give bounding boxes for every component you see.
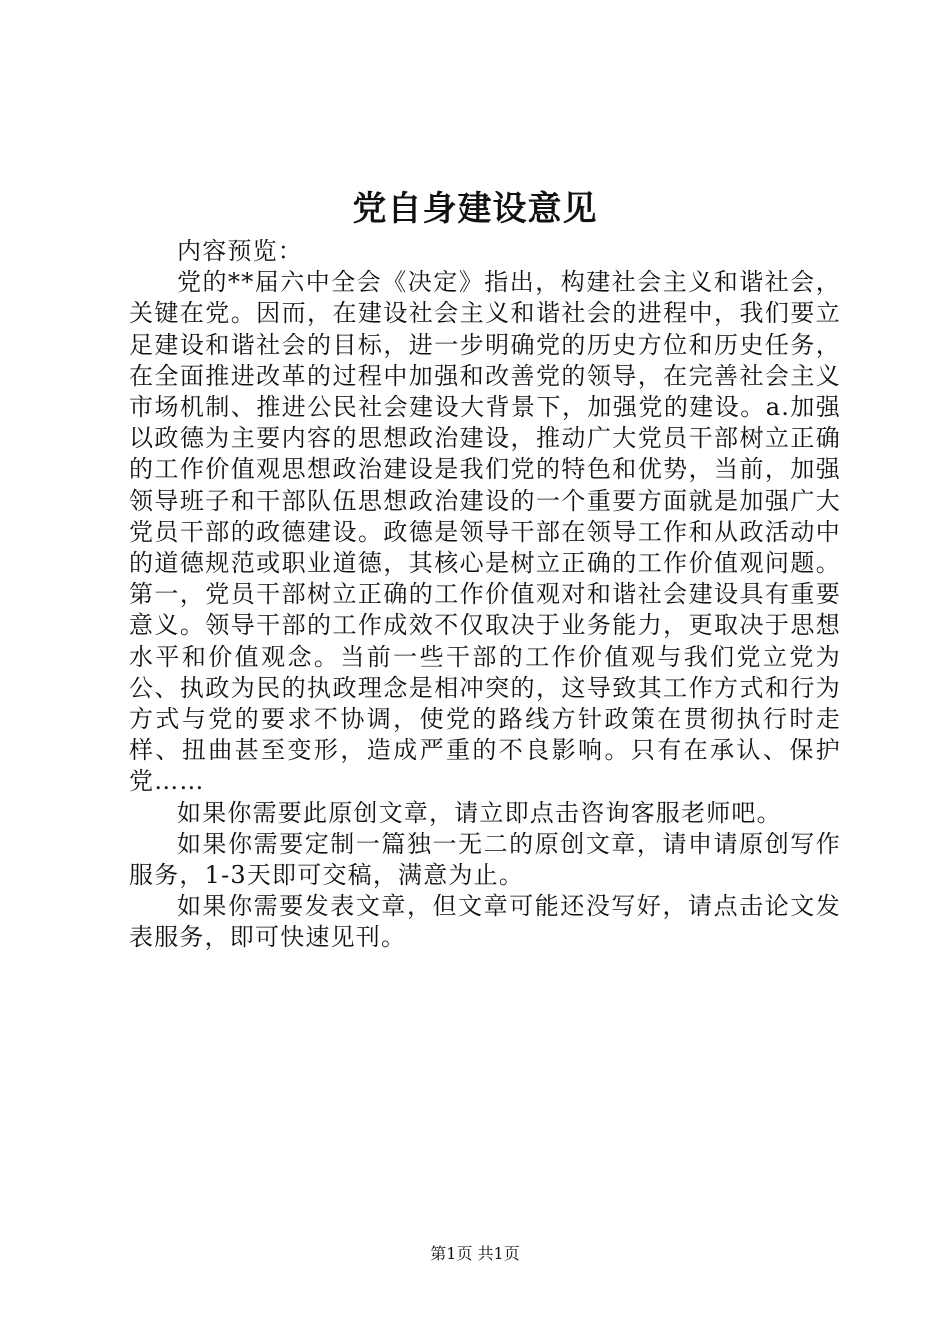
page-title: 党自身建设意见	[352, 189, 598, 229]
preview-label: 内容预览：	[177, 237, 303, 265]
custom-writing-prompt: 如果你需要定制一篇独一无二的原创文章，请申请原创写作服务，1-3天即可交稿，满意为止。	[129, 829, 841, 890]
publish-prompt: 如果你需要发表文章，但文章可能还没写好，请点击论文发表服务，即可快速见刊。	[129, 892, 841, 952]
body-paragraph: 党的**届六中全会《决定》指出，构建社会主义和谐社会，关键在党。因而，在建设社会主义和谐社会的进程中，我们要立足建设和谐社会的目标，进一步明确党的历史方位和历史任务，在全面推进改革的过程中加强和改善党的领导，在完善社会主义市场机制、推进公民社会建设大背景下，加强党的建设。a.加强以政德为主要内容的思想政治建设，推动广大党员干部树立正确的工作价值观思想政治建设是我们党的特色和优势，当前，加强领导班子和干部队伍思想政治建设的一个重要方面就是加强广大党员干部的政德建设。政德是领导干部在领导工作和从政活动中的道德规范或职业道德，其核心是树立正确的工作价值观问题。第一，党员干部树立正确的工作价值观对和谐社会建设具有重要意义。领导干部的工作成效不仅取决于业务能力，更取决于思想水平和价值观念。当前一些干部的工作价值观与我们党立党为公、执政为民的执政理念是相冲突的，这导致其工作方式和行为方式与党的要求不协调，使党的路线方针政策在贯彻执行时走样、扭曲甚至变形，造成严重的不良影响。只有在承认、保护党……	[129, 268, 841, 796]
page-number: 第1页 共1页	[430, 1244, 520, 1263]
consult-prompt: 如果你需要此原创文章，请立即点击咨询客服老师吧。	[177, 798, 782, 827]
document-body	[129, 236, 841, 954]
